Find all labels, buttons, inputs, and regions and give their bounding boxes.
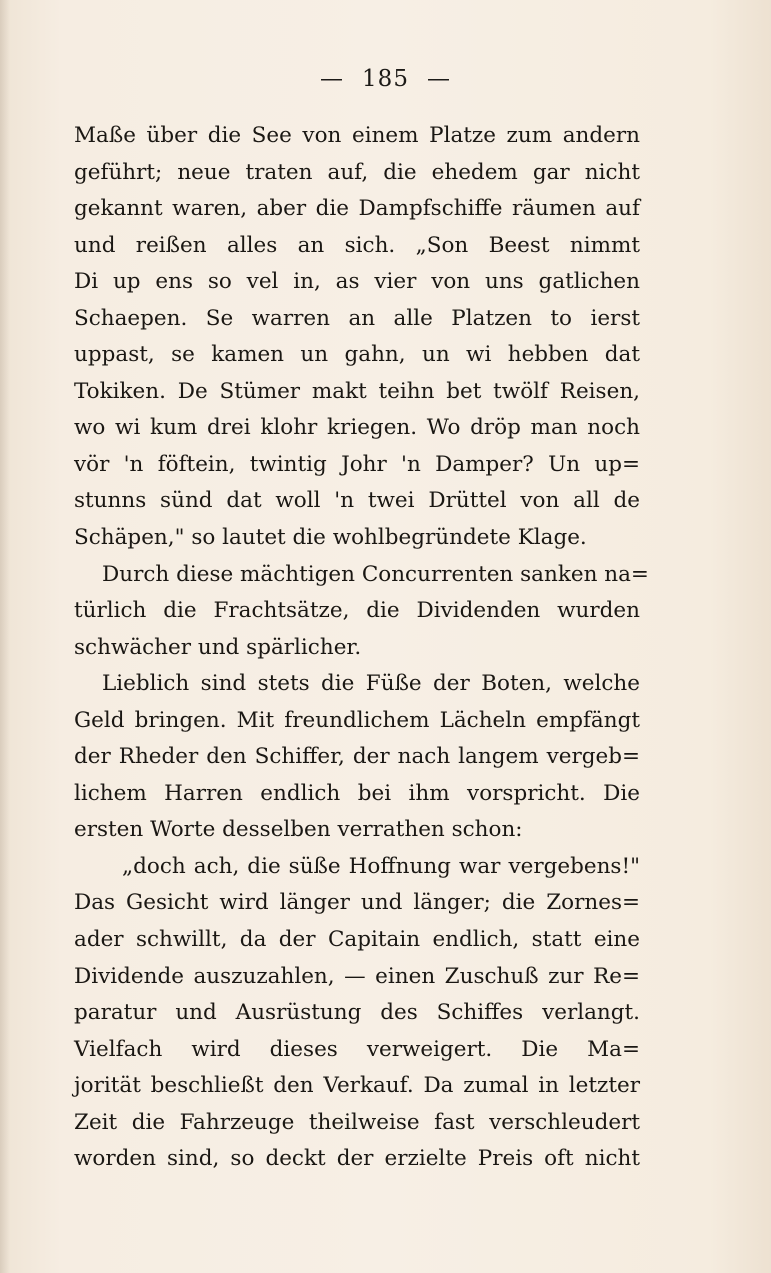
paragraph-start-line: Durch diese mächtigen Concurrenten sanken na= [102, 561, 649, 587]
text-line: Maße über die See von einem Platze zum andern [74, 123, 640, 148]
text-line: paratur und Ausrüstung des Schiffes verlangt. [74, 1000, 640, 1026]
text-line: Dividende auszuzahlen, — einen Zuschuß zur Re= [74, 963, 640, 989]
text-line: stunns sünd dat woll 'n twei Drüttel von all de [74, 488, 640, 514]
text-line: der Rheder den Schiffer, der nach langem vergeb= [74, 744, 640, 770]
text-line: und reißen alles an sich. „Son Beest nimmt [74, 232, 640, 258]
text-line: Schaepen. Se warren an alle Platzen to ierst [74, 305, 640, 331]
text-line: Schäpen," so lautet die wohlbegründete Klage. [74, 525, 587, 551]
text-line: vör 'n föftein, twintig Johr 'n Damper? Un up= [74, 451, 640, 477]
quotation-line: „doch ach, die süße Hoffnung war vergebens!" [122, 853, 640, 879]
header-dash-left: — [320, 66, 345, 92]
text-line: Vielfach wird dieses verweigert. Die Ma= [74, 1036, 640, 1062]
body-text [74, 118, 649, 1178]
text-line: türlich die Frachtsätze, die Dividenden wurden [74, 598, 640, 624]
text-line: uppast, se kamen un gahn, un wi hebben dat [74, 342, 640, 368]
text-line: schwächer und spärlicher. [74, 634, 362, 660]
text-line: ersten Worte desselben verrathen schon: [74, 817, 523, 843]
header-dash-right: — [426, 66, 451, 92]
text-line: Di up ens so vel in, as vier von uns gatlichen [74, 269, 640, 295]
text-line: Tokiken. De Stümer makt teihn bet twölf Reisen, [74, 378, 640, 404]
page-number: 185 [362, 66, 409, 92]
text-line: wo wi kum drei klohr kriegen. Wo dröp man noch [74, 415, 640, 441]
text-line: geführt; neue traten auf, die ehedem gar nicht [74, 159, 640, 185]
text-line: lichem Harren endlich bei ihm vorspricht. Die [74, 780, 640, 806]
text-line: worden sind, so deckt der erzielte Preis oft nicht [74, 1146, 640, 1172]
text-line: Geld bringen. Mit freundlichem Lächeln empfängt [74, 707, 640, 733]
text-line: jorität beschließt den Verkauf. Da zumal in letzter [74, 1073, 640, 1099]
text-line: Das Gesicht wird länger und länger; die Zornes= [74, 890, 640, 916]
page-header [0, 66, 771, 92]
text-line: Zeit die Fahrzeuge theilweise fast verschleudert [74, 1109, 640, 1135]
text-line: gekannt waren, aber die Dampfschiffe räumen auf [74, 196, 640, 222]
page-edge-shadow [0, 0, 10, 1273]
paragraph-start-line: Lieblich sind stets die Füße der Boten, welche [102, 671, 640, 697]
text-line: ader schwillt, da der Capitain endlich, statt eine [74, 927, 640, 953]
